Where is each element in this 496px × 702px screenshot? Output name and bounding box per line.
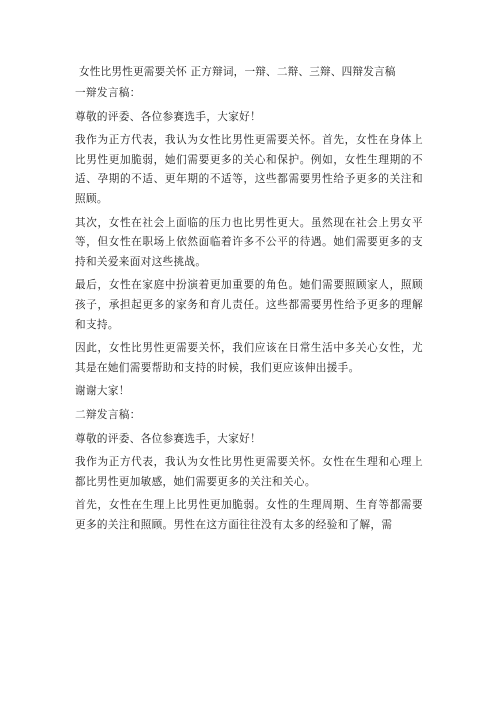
body-paragraph: 其次，女性在社会上面临的压力也比男性更大。虽然现在社会上男女平等，但女性在职场上依然面临着许多不公平的待遇。她们需要更多的支持和关爱来面对这些挑战。 [75, 216, 423, 268]
body-paragraph: 我作为正方代表，我认为女性比男性更需要关怀。首先，女性在身体上比男性更加脆弱，她们需要更多的关心和保护。例如，女性生理期的不适、孕期的不适、更年期的不适等，这些都需要男性给予更多的关注和照顾。 [75, 134, 423, 205]
section-heading-first-speaker: 一辩发言稿： [75, 87, 141, 99]
body-paragraph: 最后，女性在家庭中扮演着更加重要的角色。她们需要照顾家人，照顾孩子，承担起更多的家务和育儿责任。这些都需要男性给予更多的理解和支持。 [75, 279, 423, 331]
greeting-paragraph: 尊敬的评委、各位参赛选手，大家好！ [75, 110, 262, 123]
body-paragraph: 因此，女性比男性更需要关怀，我们应该在日常生活中多关心女性，尤其是在她们需要帮助和支持的时候，我们更应该伸出援手。 [75, 342, 423, 374]
section-heading-second-speaker: 二辩发言稿： [75, 408, 141, 421]
greeting-paragraph: 尊敬的评委、各位参赛选手，大家好！ [75, 432, 262, 445]
closing-paragraph: 谢谢大家！ [75, 385, 130, 398]
document-title: 女性比男性更需要关怀 正方辩词，一辩、二辩、三辩、四辩发言稿 [79, 66, 396, 78]
body-paragraph: 我作为正方代表，我认为女性比男性更需要关怀。女性在生理和心理上都比男性更加敏感，她们需要更多的关注和关心。 [75, 456, 423, 488]
document-page [75, 64, 423, 539]
body-paragraph: 首先，女性在生理上比男性更加脆弱。女性的生理周期、生育等都需要更多的关注和照顾。男性在这方面往往没有太多的经验和了解，需 [75, 499, 423, 531]
